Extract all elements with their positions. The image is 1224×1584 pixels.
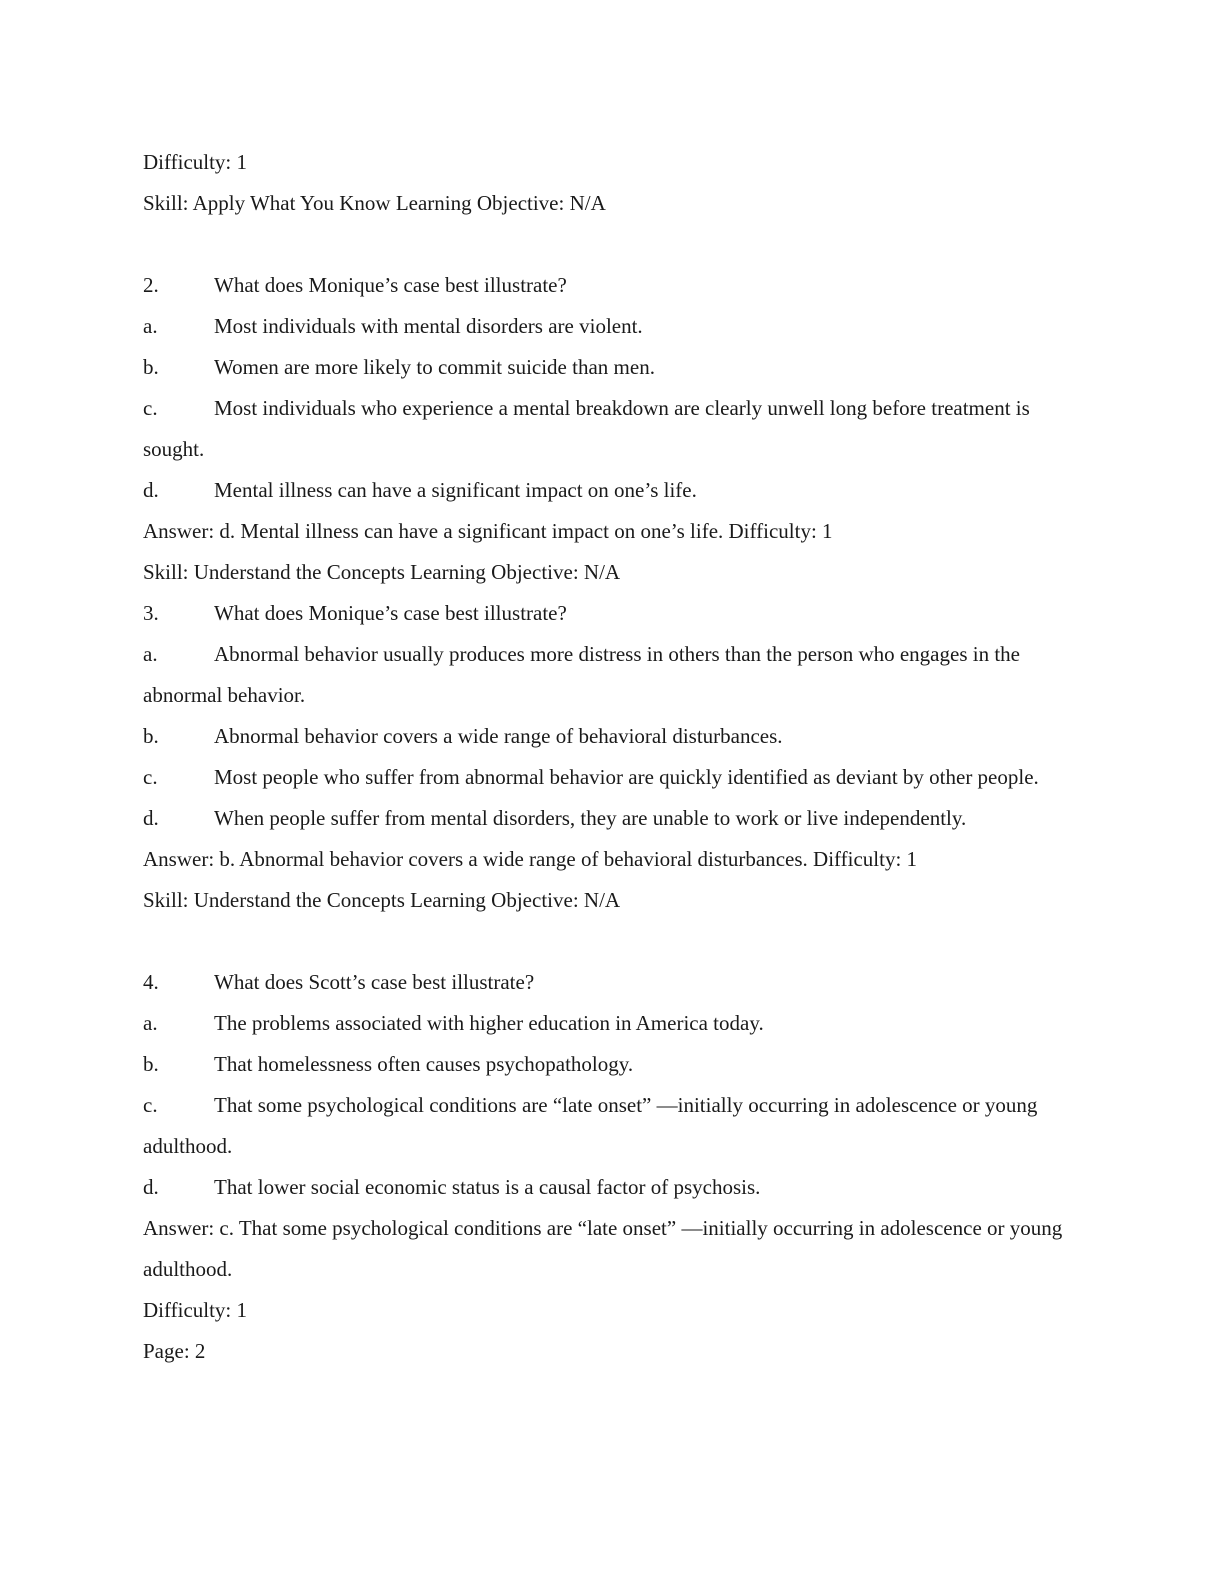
option-text: When people suffer from mental disorders, they are unable to work or live independently. [214,806,967,830]
difficulty-text: Difficulty: 1 [143,1298,248,1322]
option-text: Women are more likely to commit suicide than men. [214,355,655,379]
question-number: 2. [143,273,159,297]
option-text: Abnormal behavior usually produces more distress in others than the person who engages in the abnormal behavior. [143,642,1020,707]
skill-text: Skill: Apply What You Know Learning Objective: N/A [143,191,606,215]
option-text: Mental illness can have a significant impact on one’s life. [214,478,697,502]
question-2 [143,265,1083,306]
option-a [143,634,1083,716]
option-label: d. [143,806,159,830]
option-label: d. [143,1175,159,1199]
option-b [143,347,1083,388]
option-d [143,1167,1083,1208]
answer-text: Answer: c. That some psychological conditions are “late onset” —initially occurring in adolescence or young adulthood. [143,1216,1063,1281]
option-c [143,757,1083,798]
option-text: That homelessness often causes psychopathology. [214,1052,634,1076]
question-text: What does Scott’s case best illustrate? [214,970,535,994]
page-number: Page: 2 [143,1339,206,1363]
option-label: c. [143,1093,158,1117]
option-label: c. [143,396,158,420]
question-number: 4. [143,970,159,994]
option-c [143,388,1083,470]
option-a [143,1003,1083,1044]
skill-text: Skill: Understand the Concepts Learning Objective: N/A [143,560,621,584]
option-b [143,1044,1083,1085]
option-label: c. [143,765,158,789]
option-text: Most individuals with mental disorders are violent. [214,314,643,338]
answer-text: Answer: b. Abnormal behavior covers a wide range of behavioral disturbances. Difficulty: 1 [143,847,918,871]
option-label: a. [143,642,158,666]
option-b [143,716,1083,757]
option-label: d. [143,478,159,502]
option-text: Abnormal behavior covers a wide range of behavioral disturbances. [214,724,783,748]
option-d [143,470,1083,511]
option-label: a. [143,314,158,338]
document-content [143,142,1083,1372]
question-text: What does Monique’s case best illustrate? [214,601,567,625]
option-text: That some psychological conditions are “late onset” —initially occurring in adolescence or young adulthood. [143,1093,1038,1158]
option-label: b. [143,355,159,379]
option-a [143,306,1083,347]
answer-text: Answer: d. Mental illness can have a significant impact on one’s life. Difficulty: 1 [143,519,833,543]
skill-text: Skill: Understand the Concepts Learning Objective: N/A [143,888,621,912]
option-text: That lower social economic status is a causal factor of psychosis. [214,1175,761,1199]
question-4 [143,962,1083,1003]
question-number: 3. [143,601,159,625]
option-text: Most individuals who experience a mental breakdown are clearly unwell long before treatment is sought. [143,396,1030,461]
question-3 [143,593,1083,634]
option-label: b. [143,1052,159,1076]
question-text: What does Monique’s case best illustrate? [214,273,567,297]
option-text: Most people who suffer from abnormal behavior are quickly identified as deviant by other people. [214,765,1039,789]
difficulty-text: Difficulty: 1 [143,150,248,174]
option-text: The problems associated with higher education in America today. [214,1011,764,1035]
spacer [143,921,1083,962]
spacer [143,224,1083,265]
option-label: b. [143,724,159,748]
option-c [143,1085,1083,1167]
option-label: a. [143,1011,158,1035]
option-d [143,798,1083,839]
